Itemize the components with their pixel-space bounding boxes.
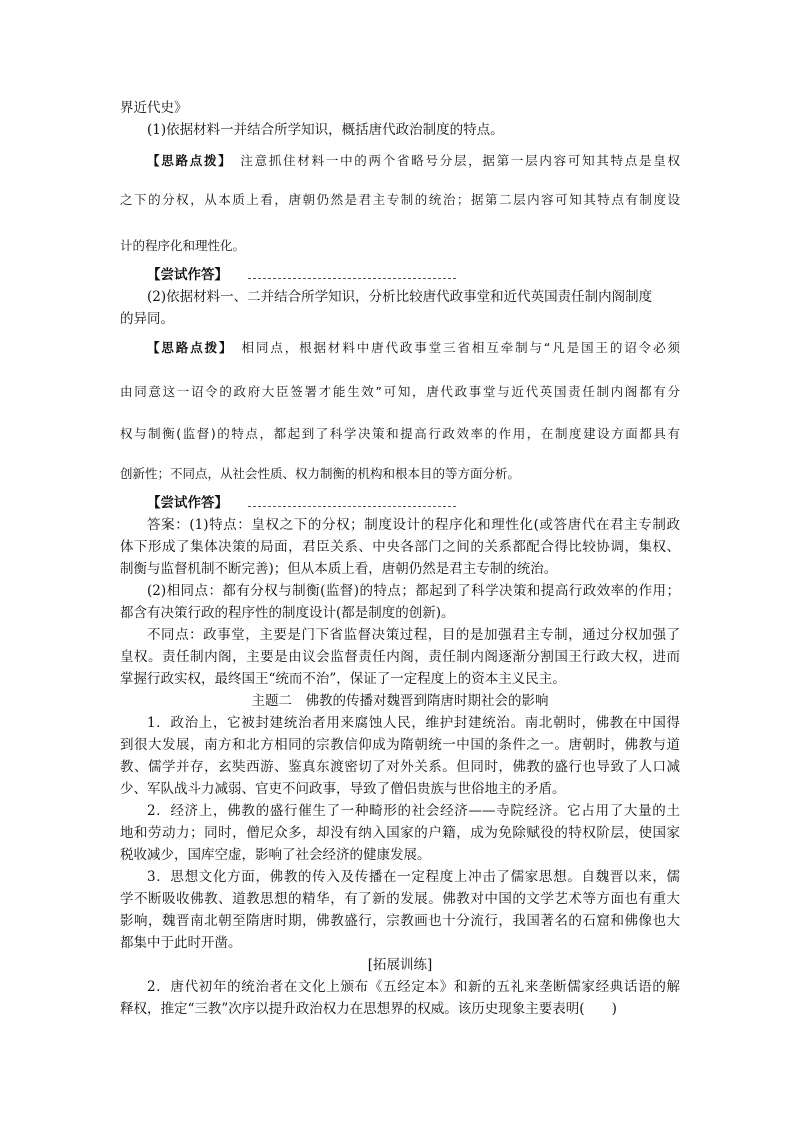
section-heading: 主题二 佛教的传播对魏晋到隋唐时期社会的影响 bbox=[251, 693, 549, 709]
answer-prompt-1 bbox=[120, 264, 680, 286]
hint-label: 【思路点拨】 bbox=[147, 340, 228, 355]
answer-text: 皇权。责任制内阁，主要是由议会监督责任内阁，责任制内阁逐渐分割国王行政大权，进而 bbox=[120, 649, 680, 665]
body-text: 到很大发展，南方和北方相同的宗教信仰成为隋朝统一中国的条件之一。唐朝时，佛教与道 bbox=[120, 737, 680, 753]
answer-text: 体下形成了集体决策的局面，君臣关系、中央各部门之间的关系都配合得比较协调，集权、 bbox=[120, 539, 680, 555]
body-text: 少、军队战斗力减弱、官吏不问政事，导致了僧侣贵族与世俗地主的矛盾。 bbox=[120, 781, 566, 797]
hint-paragraph-1 bbox=[120, 150, 680, 172]
answer-text: 答案：(1)特点：皇权之下的分权；制度设计的程序化和理性化(或答唐代在君主专制政 bbox=[147, 517, 680, 533]
hint-label: 【思路点拨】 bbox=[147, 153, 227, 168]
body-text: 学不断吸收佛教、道教思想的精华，有了新的发展。佛教对中国的文学艺术等方面也有重大 bbox=[120, 891, 680, 907]
body-text: 1．政治上，它被封建统治者用来腐蚀人民，维护封建统治。南北朝时，佛教在中国得 bbox=[147, 715, 680, 731]
exercise-heading: [拓展训练] bbox=[367, 957, 433, 973]
body-text: 都集中于此时开凿。 bbox=[120, 935, 242, 951]
text-line: 界近代史》 bbox=[120, 100, 188, 116]
hint-paragraph-2 bbox=[120, 337, 680, 359]
answer-text: (2)相同点：都有分权与制衡(监督)的特点；都起到了科学决策和提高行政效率的作用； bbox=[147, 583, 680, 599]
hint-line: 创新性；不同点，从社会性质、权力制衡的机构和根本目的等方面分析。 bbox=[120, 466, 521, 481]
answer-text: 制衡与监督机制不断完善)；但从本质上看，唐朝仍然是君主专制的统治。 bbox=[120, 561, 558, 577]
hint-line: 权与制衡(监督)的特点，都起到了科学决策和提高行政效率的作用，在制度建设方面都具有 bbox=[120, 426, 680, 441]
hint-text: 相同点，根据材料中唐代政事堂三省相互牵制与“凡是国王的诏令必须 bbox=[241, 340, 680, 355]
exercise-question: 释权，推定“三教”次序以提升政治权力在思想界的权威。该历史现象主要表明( ) bbox=[120, 1001, 617, 1017]
text-line: 的异同。 bbox=[120, 311, 174, 327]
answer-prompt-2 bbox=[120, 492, 680, 514]
exercise-question: 2．唐代初年的统治者在文化上颁布《五经定本》和新的五礼来垄断儒家经典话语的解 bbox=[147, 979, 680, 995]
hint-line: 之下的分权，从本质上看，唐朝仍然是君主专制的统治；据第二层内容可知其特点有制度设 bbox=[120, 192, 680, 207]
try-answer-label: 【尝试作答】 bbox=[147, 267, 228, 283]
question-2: (2)依据材料一、二并结合所学知识，分析比较唐代政事堂和近代英国责任制内阁制度 bbox=[147, 289, 653, 305]
body-text: 影响，魏晋南北朝至隋唐时期，佛教盛行，宗教画也十分流行，我国著名的石窟和佛像也大 bbox=[120, 913, 680, 929]
try-answer-label: 【尝试作答】 bbox=[147, 495, 228, 511]
body-text: 税收减少，国库空虚，影响了社会经济的健康发展。 bbox=[120, 847, 431, 863]
question-1: (1)依据材料一并结合所学知识，概括唐代政治制度的特点。 bbox=[147, 122, 504, 138]
body-text: 地和劳动力；同时，僧尼众多，却没有纳入国家的户籍，成为免除赋役的特权阶层，使国家 bbox=[120, 825, 680, 841]
answer-text: 都含有决策行政的程序性的制度设计(都是制度的创新)。 bbox=[120, 605, 455, 621]
body-text: 3．思想文化方面，佛教的传入及传播在一定程度上冲击了儒家思想。自魏晋以来，儒 bbox=[147, 869, 680, 885]
answer-text: 掌握行政实权，最终国王“统而不治”，保证了一定程度上的资本主义民主。 bbox=[120, 671, 566, 687]
answer-blank[interactable] bbox=[248, 496, 456, 507]
hint-line: 计的程序化和理性化。 bbox=[120, 238, 246, 253]
body-text: 教、儒学并存，玄奘西游、鉴真东渡密切了对外关系。但同时，佛教的盛行也导致了人口减 bbox=[120, 759, 680, 775]
hint-text: 注意抓住材料一中的两个省略号分层，据第一层内容可知其特点是皇权 bbox=[240, 153, 680, 168]
body-text: 2．经济上，佛教的盛行催生了一种畸形的社会经济——寺院经济。它占用了大量的土 bbox=[147, 803, 680, 819]
answer-text: 不同点：政事堂，主要是门下省监督决策过程，目的是加强君主专制，通过分权加强了 bbox=[147, 627, 680, 643]
answer-blank[interactable] bbox=[248, 268, 456, 279]
hint-line: 由同意这一诏令的政府大臣签署才能生效”可知，唐代政事堂与近代英国责任制内阁都有分 bbox=[120, 384, 680, 399]
